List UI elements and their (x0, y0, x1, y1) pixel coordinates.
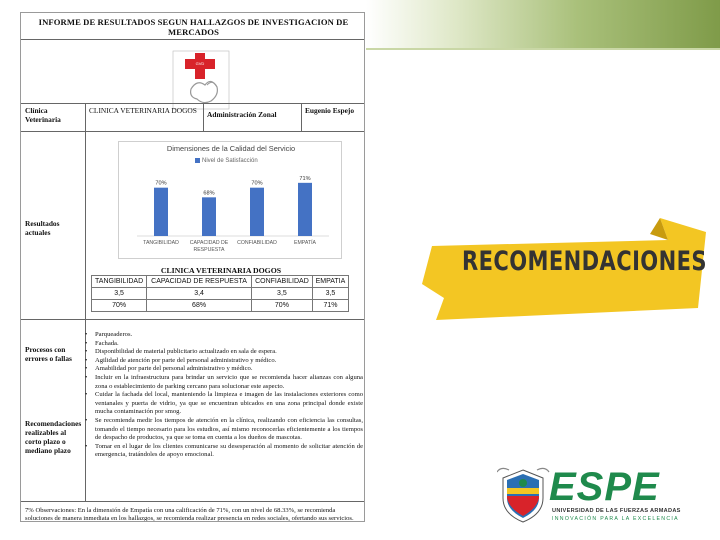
table-cell: 70% (251, 300, 312, 312)
satisfaction-chart (118, 141, 342, 259)
bar-data-label: 68% (203, 190, 215, 197)
chart-bar (154, 188, 168, 236)
chart-title: Dimensiones de la Calidad del Servicio (166, 144, 296, 153)
observations-footnote: 7% Observaciones: En la dimensión de Empatía con una calificación de 71%, con un nivel de 68.33%, se recomienda soluciones de manera inmediata en los hallazgos, se recomienda realizar presencia en redes sociales, ofertando sus servicios. (25, 507, 354, 522)
table-cell: 3,4 (147, 288, 252, 300)
location: Eugenio Espejo (305, 106, 355, 115)
bar-data-label: 70% (155, 180, 167, 187)
results-label: Resultados actuales (25, 219, 60, 237)
list-item: • Cuidar la fachada del local, manteniendo la limpieza e imagen de las instalaciones exteriores como ventanales y puerta de vidrio, ya que se encuentran ubicados en una zona principal donde existe mucha contaminación por smog. (85, 391, 363, 417)
x-tick-label: RESPUESTA (193, 247, 225, 253)
table-cell: 68% (147, 300, 252, 312)
table-cell: 3,5 (251, 288, 312, 300)
table-row (92, 288, 349, 300)
report-document (20, 12, 365, 522)
bar-data-label: 71% (299, 175, 311, 182)
list-item: • Incluir en la infraestructura para brindar un servicio que se recomienda hacer alianzas con alguna zona o establecimiento de parking cercano para solucionar este aspecto. (85, 374, 363, 391)
legend-label: Nivel de Satisfacción (202, 158, 258, 165)
x-tick-label: TANGIBILIDAD (143, 240, 179, 246)
row-divider (21, 501, 365, 502)
bullet-list (85, 331, 363, 460)
bar-data-label: 70% (251, 180, 263, 187)
process-label: Procesos con errores o fallas (25, 345, 72, 363)
recommend-label: Recomendaciones realizables al corto plazo o mediano plazo (25, 419, 82, 455)
espe-university-name: UNIVERSIDAD DE LAS FUERZAS ARMADAS (552, 508, 681, 514)
table-cell: 3,5 (92, 288, 147, 300)
x-tick-label: EMPATÍA (294, 240, 316, 246)
table-header-cell: TANGIBILIDAD (92, 276, 147, 288)
list-item: • Se recomienda medir los tiempos de atención en la clínica, realizando con eficiencia las consultas, tomando el tiempo necesario para los estudios, así mismo reconocerlas eficientemente a los tiempos de despacho de productos, ya que se toma en cuenta a los dueños de mascotas. (85, 417, 363, 443)
table-header-cell: CAPACIDAD DE RESPUESTA (147, 276, 252, 288)
row-divider (21, 131, 365, 132)
espe-tagline: INNOVACIÓN PARA LA EXCELENCIA (552, 516, 679, 522)
list-item: • Agilidad de atención por parte del personal administrativo y médico. (85, 357, 363, 366)
chart-plot (119, 142, 343, 260)
x-tick-label: CAPACIDAD DE (189, 240, 229, 246)
chart-bar (250, 188, 264, 236)
logo-text: GVD (195, 61, 205, 66)
row-divider (21, 103, 365, 104)
x-tick-label: CONFIABILIDAD (237, 240, 277, 246)
list-item: • Fachada. (85, 340, 363, 349)
top-decorative-band (366, 0, 720, 48)
table-cell: 70% (92, 300, 147, 312)
recommendations-heading: RECOMENDACIONES (462, 246, 707, 277)
report-title: INFORME DE RESULTADOS SEGUN HALLAZGOS DE INVESTIGACION DE MERCADOS (38, 17, 349, 37)
satisfaction-table (91, 275, 349, 312)
top-band-strip (366, 48, 720, 50)
chart-bar (202, 197, 216, 236)
clinic-name: CLINICA VETERINARIA DOGOS (89, 106, 197, 115)
list-item: • Parqueaderos. (85, 331, 363, 340)
column-divider (203, 103, 204, 131)
table-header-cell: EMPATIA (312, 276, 348, 288)
table-cell: 3,5 (312, 288, 348, 300)
table-header-cell: CONFIABILIDAD (251, 276, 312, 288)
table-header-row (92, 276, 349, 288)
chart-bar (298, 183, 312, 236)
list-item: • Disponibilidad de material publicitario actualizado en sala de espera. (85, 348, 363, 357)
admin-zone: Administración Zonal (207, 110, 277, 119)
clinic-label: Clínica Veterinaria (25, 106, 61, 124)
list-item: • Tomar en el lugar de los clientes comunicarse su desesperación al momento de solicitar atención de emergencia, tratándoles de apoyo emocional. (85, 443, 363, 460)
table-heading: CLINICA VETERINARIA DOGOS (160, 266, 282, 275)
table-cell: 71% (312, 300, 348, 312)
row-divider (21, 319, 365, 320)
espe-wordmark: ESPE (549, 465, 660, 509)
table-row (92, 300, 349, 312)
clinic-logo-icon (171, 49, 231, 111)
row-divider (21, 39, 365, 40)
column-divider (301, 103, 302, 131)
list-item: • Amabilidad por parte del personal administrativo y médico. (85, 365, 363, 374)
